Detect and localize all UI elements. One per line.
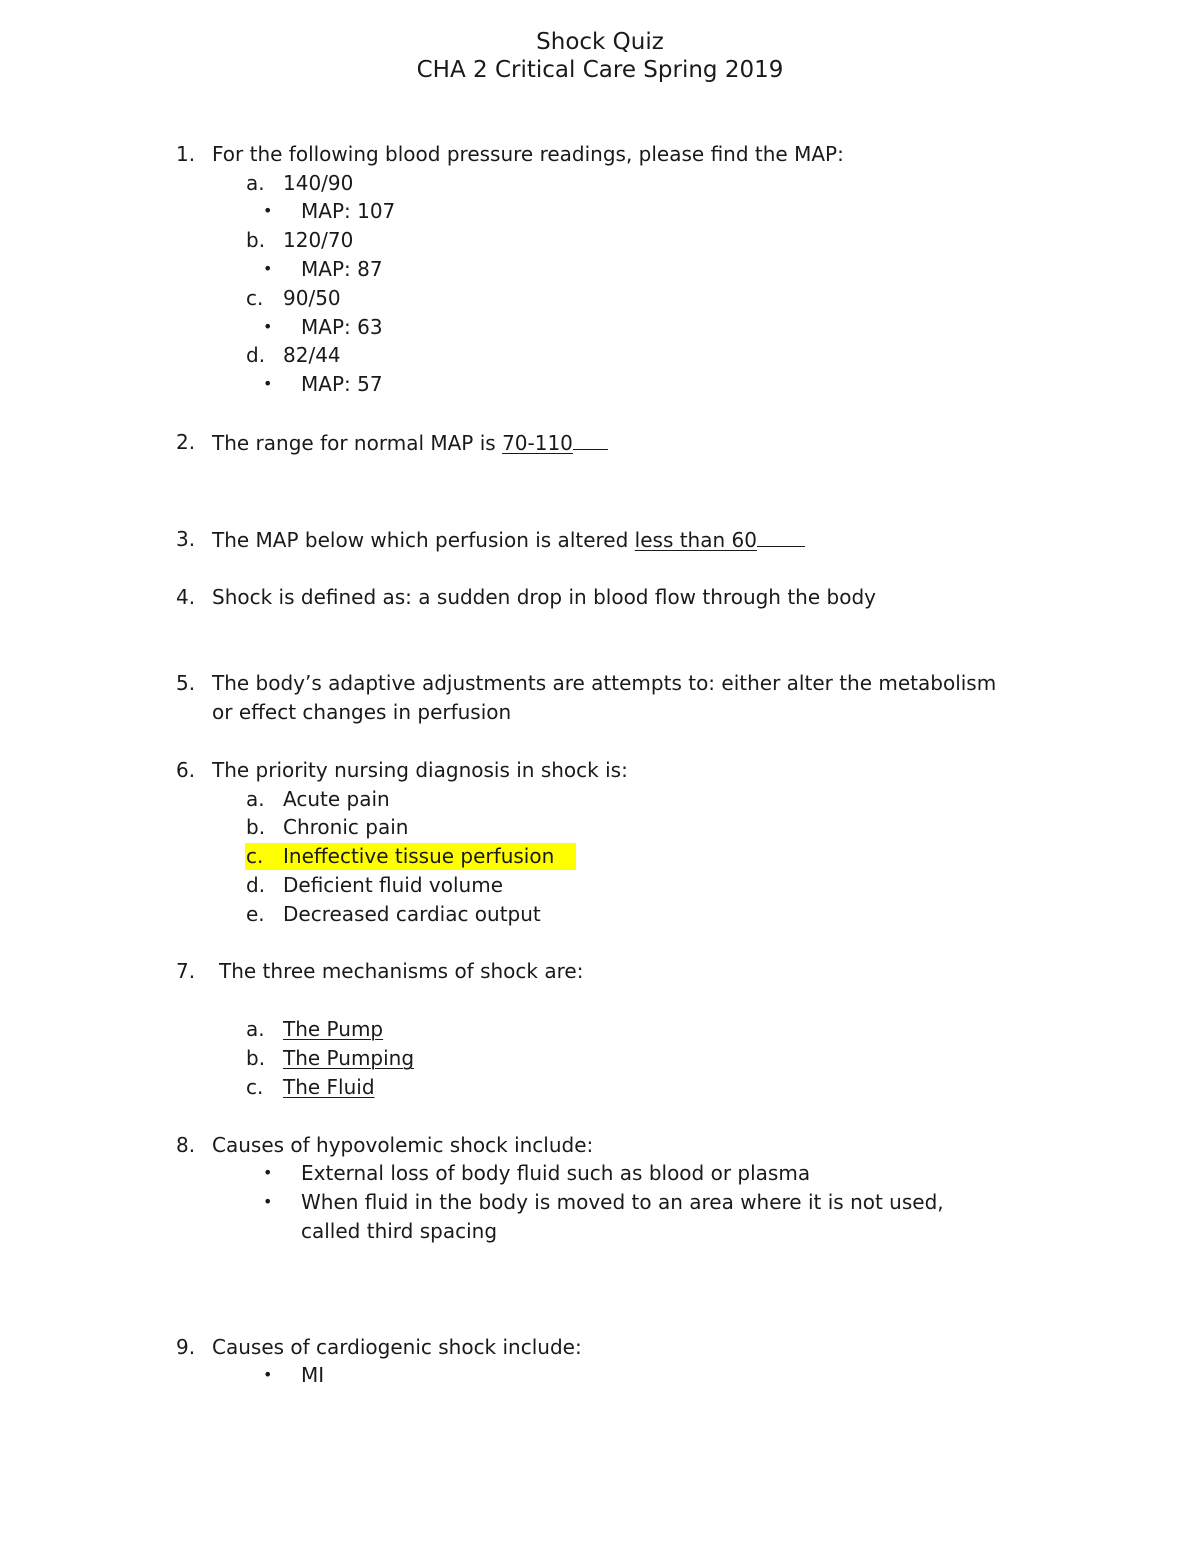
bullet-text: MI: [301, 1363, 325, 1387]
item-letter: a.: [246, 171, 265, 195]
question-number: 3.: [176, 527, 196, 551]
option-letter: c.: [246, 844, 264, 868]
question-text: The body’s adaptive adjustments are attempts to: either alter the metabolism: [212, 671, 997, 695]
item-answer: The Pumping: [283, 1046, 415, 1070]
item-letter: b.: [246, 228, 266, 252]
item-letter: c.: [246, 286, 264, 310]
option-letter: b.: [246, 815, 266, 839]
question-text: The three mechanisms of shock are:: [219, 959, 584, 983]
question-text: The priority nursing diagnosis in shock is:: [212, 758, 628, 782]
answer-text: MAP: 87: [301, 257, 383, 281]
item-value: 90/50: [283, 286, 341, 310]
bullet-icon: •: [263, 259, 273, 278]
bullet-text: External loss of body fluid such as blood or plasma: [301, 1161, 811, 1185]
item-letter: d.: [246, 343, 266, 367]
bullet-icon: •: [263, 1192, 273, 1211]
option-letter: a.: [246, 787, 265, 811]
question-prompt: The MAP below which perfusion is altered: [212, 528, 635, 552]
document-title: Shock Quiz: [536, 29, 664, 55]
bullet-icon: •: [263, 374, 273, 393]
bullet-text: When fluid in the body is moved to an area where it is not used,: [301, 1190, 944, 1214]
question-number: 6.: [176, 758, 196, 782]
answer-text: MAP: 63: [301, 315, 383, 339]
option-text: Acute pain: [283, 787, 390, 811]
question-number: 8.: [176, 1133, 196, 1157]
option-text: Ineffective tissue perfusion: [283, 844, 555, 868]
question-text: For the following blood pressure readings, please find the MAP:: [212, 142, 844, 166]
bullet-icon: •: [263, 1163, 273, 1182]
item-value: 120/70: [283, 228, 354, 252]
item-value: 82/44: [283, 343, 341, 367]
document-subtitle: CHA 2 Critical Care Spring 2019: [416, 57, 784, 83]
answer-text: MAP: 107: [301, 199, 396, 223]
option-text: Chronic pain: [283, 815, 409, 839]
bullet-icon: •: [263, 201, 273, 220]
question-prompt: The range for normal MAP is: [212, 431, 503, 455]
bullet-icon: •: [263, 317, 273, 336]
bullet-text: called third spacing: [301, 1219, 498, 1243]
question-number: 4.: [176, 585, 196, 609]
item-letter: a.: [246, 1017, 265, 1041]
item-answer: The Fluid: [283, 1075, 375, 1099]
blank-line: [757, 525, 805, 547]
option-text: Deficient fluid volume: [283, 873, 504, 897]
item-value: 140/90: [283, 171, 354, 195]
option-letter: d.: [246, 873, 266, 897]
question-text: [212, 428, 608, 457]
blank-line: [573, 428, 608, 450]
option-letter: e.: [246, 902, 265, 926]
answer-blank: less than 60: [634, 528, 757, 552]
question-number: 2.: [176, 430, 196, 454]
question-text: Causes of cardiogenic shock include:: [212, 1335, 582, 1359]
item-letter: c.: [246, 1075, 264, 1099]
question-text: or effect changes in perfusion: [212, 700, 512, 724]
answer-blank: 70-110: [502, 431, 573, 455]
question-text: Shock is defined as: a sudden drop in blood flow through the body: [212, 585, 876, 609]
question-number: 9.: [176, 1335, 196, 1359]
item-answer: The Pump: [283, 1017, 384, 1041]
question-text: [212, 525, 805, 554]
bullet-icon: •: [263, 1365, 273, 1384]
question-number: 7.: [176, 959, 196, 983]
option-text: Decreased cardiac output: [283, 902, 541, 926]
answer-text: MAP: 57: [301, 372, 383, 396]
question-number: 1.: [176, 142, 196, 166]
item-letter: b.: [246, 1046, 266, 1070]
question-number: 5.: [176, 671, 196, 695]
question-text: Causes of hypovolemic shock include:: [212, 1133, 594, 1157]
